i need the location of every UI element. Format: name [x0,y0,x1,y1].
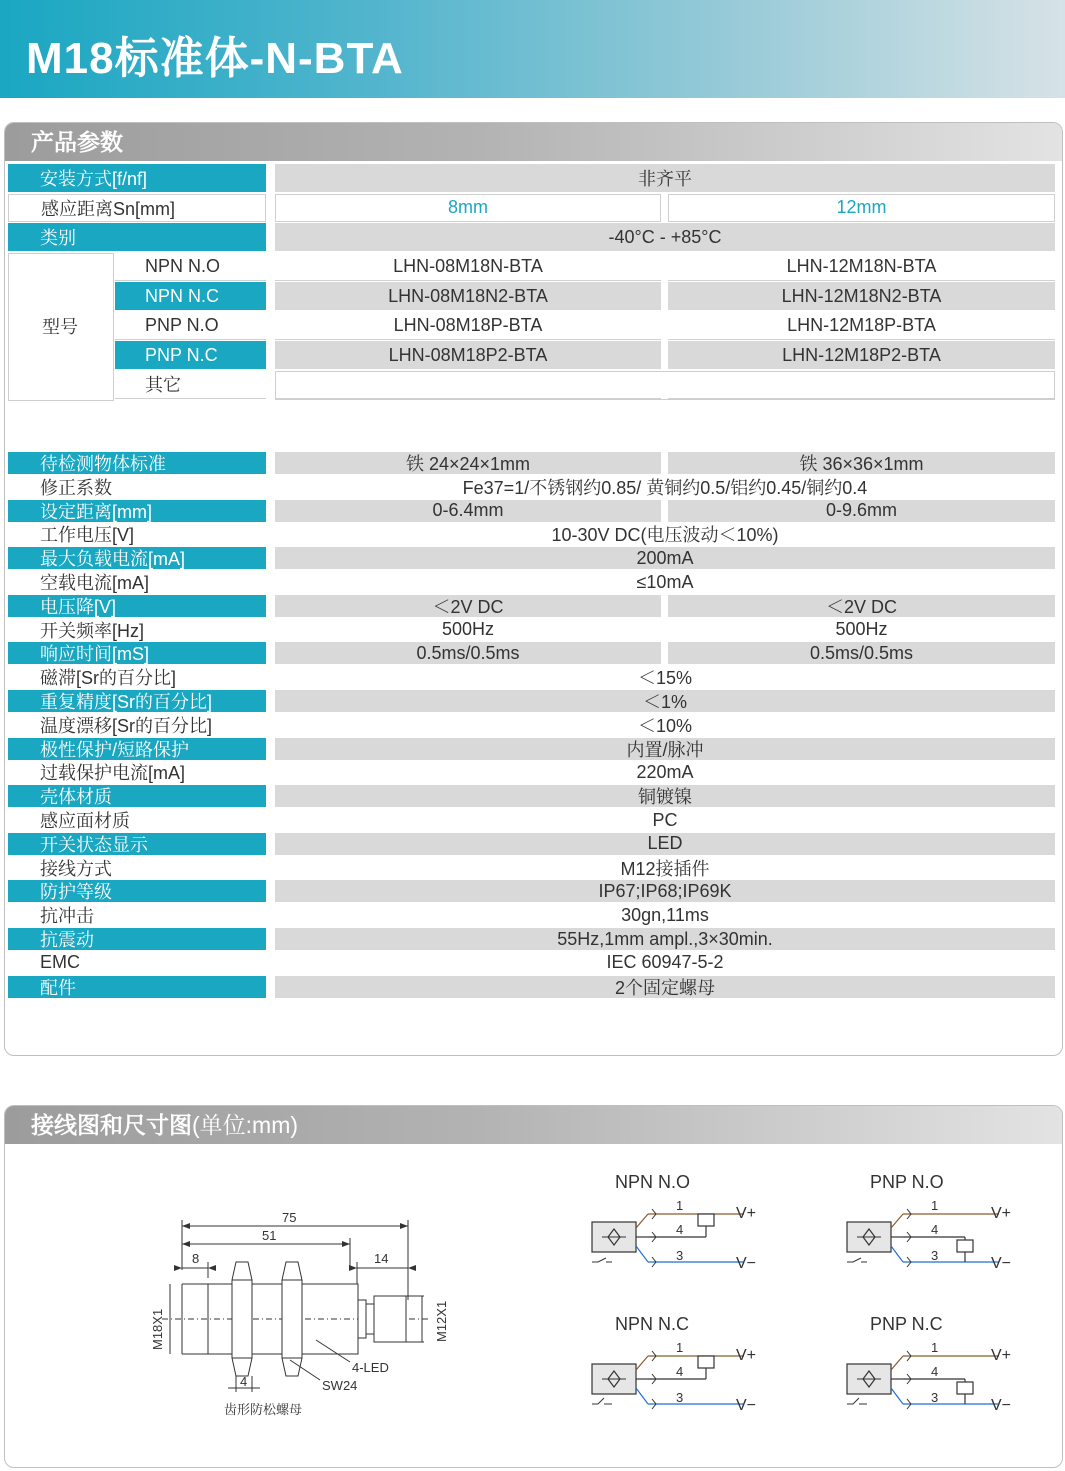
spec-value-8-7: 500Hz [275,619,661,641]
spec-value-4: 200mA [275,547,1055,569]
wiring-pin1-3: 1 [931,1340,939,1355]
model-value-8-0: LHN-08M18N-BTA [275,253,661,281]
dim-nut-label: 齿形防松螺母 [224,1402,303,1417]
category-label: 类别 [8,223,266,251]
params-header-title: 产品参数 [31,129,123,155]
model-other-frame [275,371,1055,400]
spec-value-15: PC [275,809,1055,831]
page-title: M18标准体-N-BTA [26,34,404,83]
wiring-title-2: NPN N.C [615,1314,690,1334]
model-value-8-3: LHN-08M18P2-BTA [275,341,661,369]
distance-label: 感应距离Sn[mm] [8,194,266,222]
spec-label-12: 极性保护/短路保护 [8,738,266,760]
wiring-pin1-1: 1 [931,1198,939,1213]
wiring-diagram-0 [590,1170,780,1280]
spec-label-4: 最大负载电流[mA] [8,547,266,569]
spec-value-12: 内置/脉冲 [275,738,1055,760]
params-header [5,123,1062,161]
wiring-pin1-2: 1 [676,1340,684,1355]
dim-led: 4-LED [352,1360,389,1375]
spec-value-12-0: 铁 36×36×1mm [668,452,1055,474]
wiring-vplus-1: V+ [991,1205,1012,1222]
spec-label-16: 开关状态显示 [8,833,266,855]
wiring-pin3-2: 3 [676,1390,684,1405]
wiring-title-0: NPN N.O [615,1172,691,1192]
wiring-pin3-0: 3 [676,1248,684,1263]
wiring-vminus-3: V− [991,1397,1012,1414]
model-type-1: NPN N.C [115,282,266,310]
wiring-diagram-3 [845,1312,1035,1422]
wiring-pin3-1: 3 [931,1248,939,1263]
spec-value-22: 2个固定螺母 [275,976,1055,998]
spec-label-15: 感应面材质 [8,809,266,831]
spec-value-12-8: 0.5ms/0.5ms [668,642,1055,664]
spec-value-20: 55Hz,1mm ampl.,3×30min. [275,928,1055,950]
spec-value-21: IEC 60947-5-2 [275,952,1055,974]
spec-label-13: 过载保护电流[mA] [8,761,266,783]
wiring-title-3: PNP N.C [870,1314,943,1334]
dim-thread-start: 8 [192,1251,200,1266]
model-type-3: PNP N.C [115,341,266,369]
model-type-4: 其它 [115,371,266,399]
spec-value-5: ≤10mA [275,571,1055,593]
model-label: 型号 [42,317,78,338]
spec-value-11: ＜10% [275,714,1055,736]
spec-label-14: 壳体材质 [8,785,266,807]
wiring-header [5,1106,1062,1144]
distance-value-8: 8mm [275,194,661,222]
wiring-pin4-0: 4 [676,1222,684,1237]
wiring-vminus-0: V− [736,1255,757,1272]
dim-nut-width: 4 [240,1374,248,1389]
spec-label-18: 防护等级 [8,880,266,902]
spec-label-19: 抗冲击 [8,904,266,926]
spec-value-18: IP67;IP68;IP69K [275,880,1055,902]
wiring-pin4-2: 4 [676,1364,684,1379]
wiring-vplus-0: V+ [736,1205,757,1222]
spec-value-1: Fe37=1/不锈钢约0.85/ 黄铜约0.5/铝约0.45/铜约0.4 [275,476,1055,498]
wiring-diagram-2 [590,1312,780,1422]
spec-value-14: 铜镀镍 [275,785,1055,807]
spec-label-21: EMC [8,952,266,974]
wiring-pin4-3: 4 [931,1364,939,1379]
mount-label: 安装方式[f/nf] [8,164,266,192]
spec-value-8-6: ＜2V DC [275,595,661,617]
spec-label-0: 待检测物体标准 [8,452,266,474]
spec-value-19: 30gn,11ms [275,904,1055,926]
spec-value-13: 220mA [275,761,1055,783]
spec-label-11: 温度漂移[Sr的百分比] [8,714,266,736]
wiring-header-title [5,1106,298,1144]
spec-value-9: ＜15% [275,666,1055,688]
spec-label-22: 配件 [8,976,266,998]
spec-value-12-7: 500Hz [668,619,1055,641]
dimension-drawing [140,1200,470,1430]
spec-label-17: 接线方式 [8,857,266,879]
dim-connector-thread: M12X1 [434,1300,449,1342]
distance-value-12: 12mm [668,194,1055,222]
dim-sw: SW24 [322,1378,358,1393]
wiring-vminus-2: V− [736,1397,757,1414]
wiring-pin3-3: 3 [931,1390,939,1405]
model-type-2: PNP N.O [115,312,266,340]
spec-label-20: 抗震动 [8,928,266,950]
spec-value-10: ＜1% [275,690,1055,712]
spec-label-5: 空载电流[mA] [8,571,266,593]
model-value-12-0: LHN-12M18N-BTA [668,253,1055,281]
dim-body: 51 [262,1228,277,1243]
wiring-diagram-1 [845,1170,1035,1280]
spec-value-16: LED [275,833,1055,855]
dim-thread: M18X1 [150,1308,165,1350]
wiring-pin1-0: 1 [676,1198,684,1213]
spec-label-7: 开关频率[Hz] [8,619,266,641]
spec-label-8: 响应时间[mS] [8,642,266,664]
model-value-8-2: LHN-08M18P-BTA [275,312,661,340]
spec-label-1: 修正系数 [8,476,266,498]
model-value-8-1: LHN-08M18N2-BTA [275,282,661,310]
spec-value-8-8: 0.5ms/0.5ms [275,642,661,664]
model-value-12-3: LHN-12M18P2-BTA [668,341,1055,369]
dim-total: 75 [282,1210,297,1225]
model-type-0: NPN N.O [115,253,266,281]
spec-label-2: 设定距离[mm] [8,500,266,522]
dim-connector: 14 [374,1251,389,1266]
spec-value-3: 10-30V DC(电压波动＜10%) [275,523,1055,545]
spec-label-6: 电压降[V] [8,595,266,617]
spec-value-12-6: ＜2V DC [668,595,1055,617]
spec-value-12-2: 0-9.6mm [668,500,1055,522]
model-value-12-1: LHN-12M18N2-BTA [668,282,1055,310]
wiring-title-1: PNP N.O [870,1172,944,1192]
model-value-12-2: LHN-12M18P-BTA [668,312,1055,340]
spec-label-10: 重复精度[Sr的百分比] [8,690,266,712]
wiring-pin4-1: 4 [931,1222,939,1237]
wiring-vminus-1: V− [991,1255,1012,1272]
spec-label-9: 磁滞[Sr的百分比] [8,666,266,688]
spec-value-8-0: 铁 24×24×1mm [275,452,661,474]
wiring-vplus-2: V+ [736,1347,757,1364]
spec-value-8-2: 0-6.4mm [275,500,661,522]
spec-value-17: M12接插件 [275,857,1055,879]
wiring-header-unit: (单位:mm) [192,1112,299,1138]
wiring-header-text: 接线图和尺寸图 [31,1112,192,1138]
title-banner [0,0,1065,98]
spec-label-3: 工作电压[V] [8,523,266,545]
mount-value: 非齐平 [275,164,1055,192]
category-value: -40°C - +85°C [275,223,1055,251]
wiring-vplus-3: V+ [991,1347,1012,1364]
